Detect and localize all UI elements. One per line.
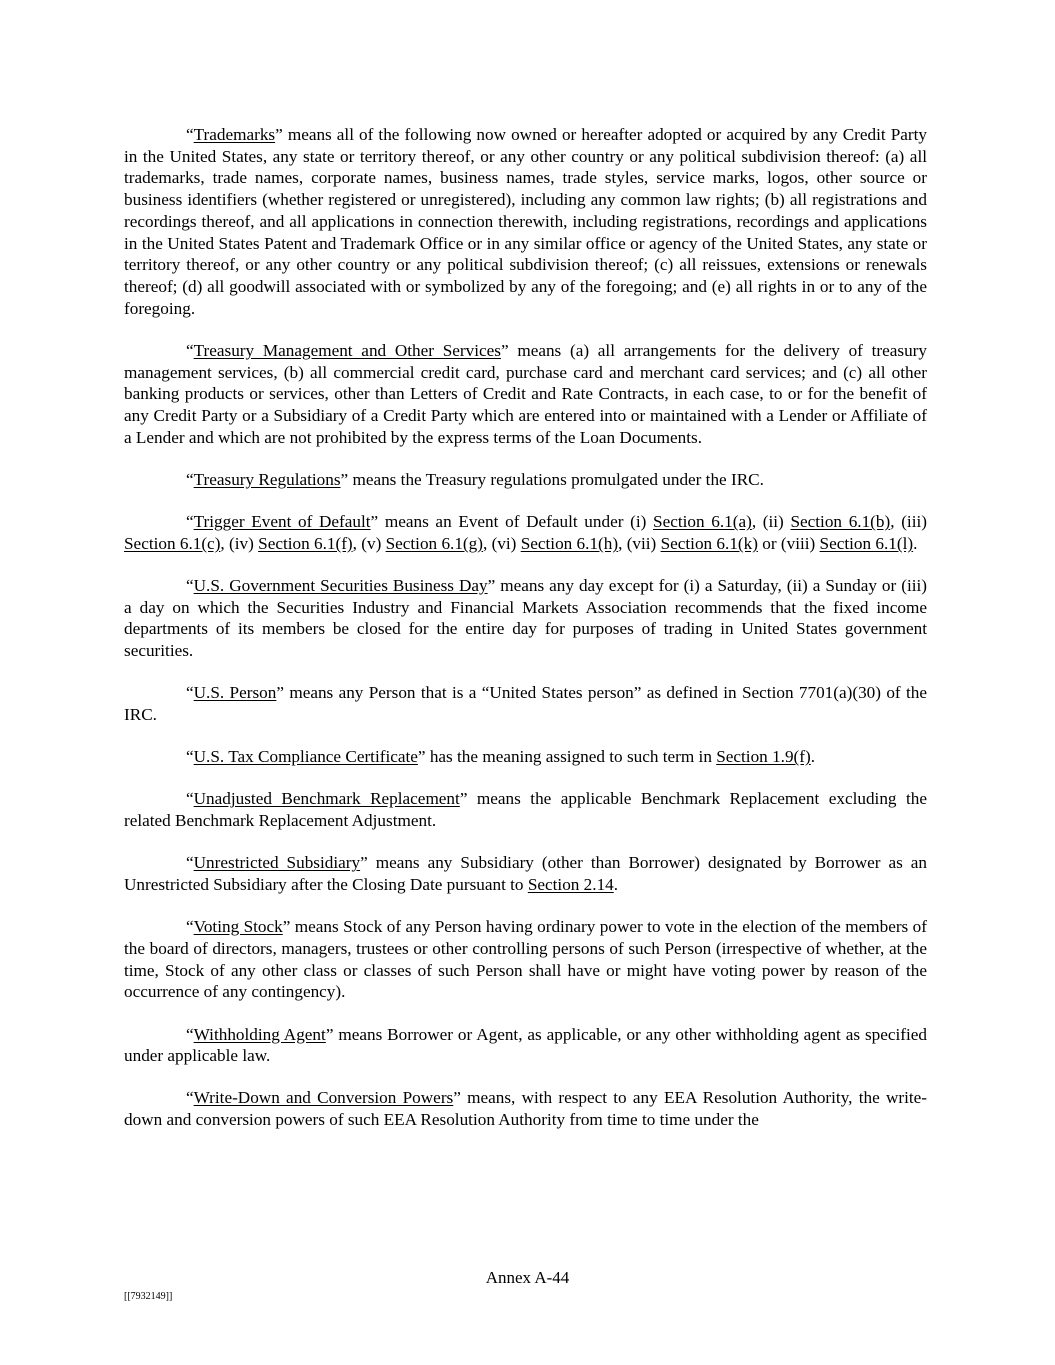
definition-trademarks bbox=[124, 124, 927, 319]
definition-text: “ bbox=[186, 789, 194, 809]
definition-text: “ bbox=[186, 917, 194, 937]
definition-text: , (vii) bbox=[618, 533, 661, 553]
definition-text: ” means (a) all arrangements for the delivery of treasury management services, (b) all commercial credit card, purchase card and merchant card services; and (c) all other banking products or services, other than Letters of Credit and Rate Contracts, in each case, to or for the benefit of any Credit Party or a Subsidiary of a Credit Party which are entered into or maintained with a Lender or Affiliate of a Lender and which are not prohibited by the express terms of the Loan Documents. bbox=[124, 340, 927, 447]
section-reference: Section 6.1(l) bbox=[819, 533, 914, 553]
defined-term: U.S. Tax Compliance Certificate bbox=[193, 747, 418, 767]
definition-text: ” means all of the following now owned or hereafter adopted or acquired by any Credit Party in the United States, any state or territory thereof, or any other country or any political subdivision thereof: (a) all trademarks, trade names, corporate names, business names, trade styles, service marks, logos, other source or business identifiers (whether registered or unregistered), including any common law rights; (b) all registrations and recordings thereof, and all applications in connection therewith, including registrations, recordings and applications in the United States Patent and Trademark Office or in any similar office or agency of the United States, any state or territory thereof, or any other country or any political subdivision thereof; (c) all reissues, extensions or renewals thereof; (d) all goodwill associated with or symbolized by any of the foregoing; and (e) all rights in or to any of the foregoing. bbox=[124, 125, 927, 318]
section-reference: Section 1.9(f) bbox=[716, 747, 811, 767]
definition-text: “ bbox=[186, 575, 194, 595]
page-number: Annex A-44 bbox=[485, 1268, 570, 1287]
definition-text: ” means Borrower or Agent, as applicable, or any other withholding agent as specified under applicable law. bbox=[124, 1024, 927, 1066]
definitions-list bbox=[124, 124, 927, 1151]
definition-text: “ bbox=[186, 683, 194, 703]
defined-term: Trigger Event of Default bbox=[193, 512, 371, 532]
section-reference: Section 6.1(a) bbox=[653, 512, 752, 532]
definition-text: ” means, with respect to any EEA Resolution Authority, the write-down and conversion powers of such EEA Resolution Authority from time to time under the bbox=[124, 1088, 927, 1130]
definition-text: “ bbox=[186, 853, 194, 873]
defined-term: U.S. Person bbox=[193, 683, 277, 703]
definition-text: . bbox=[810, 747, 816, 767]
definition-treasury-management bbox=[124, 340, 927, 449]
definition-text: , (vi) bbox=[482, 533, 521, 553]
definition-us-gov-securities bbox=[124, 575, 927, 662]
definition-us-person bbox=[124, 682, 927, 725]
definition-voting-stock bbox=[124, 916, 927, 1003]
definition-text: ” means the applicable Benchmark Replacement excluding the related Benchmark Replacement Adjustment. bbox=[124, 789, 927, 831]
definition-text: , (v) bbox=[352, 533, 386, 553]
definition-text: . bbox=[913, 533, 918, 553]
section-reference: Section 6.1(f) bbox=[258, 533, 353, 553]
definition-text: , (ii) bbox=[751, 512, 791, 532]
definition-text: “ bbox=[186, 747, 194, 767]
definition-text: or (viii) bbox=[757, 533, 820, 553]
definition-text: ” means Stock of any Person having ordinary power to vote in the election of the members of the board of directors, managers, trustees or other controlling persons of such Person (irrespective of whether, at the time, Stock of any other class or classes of such Person shall have or might have voting power by reason of the occurrence of any contingency). bbox=[124, 917, 927, 1002]
definition-text: ” means the Treasury regulations promulgated under the IRC. bbox=[340, 469, 764, 489]
section-reference: Section 6.1(c) bbox=[124, 533, 221, 553]
section-reference: Section 2.14 bbox=[527, 874, 614, 894]
definition-text: “ bbox=[186, 469, 194, 489]
definition-unrestricted-subsidiary bbox=[124, 852, 927, 895]
definition-treasury-regulations bbox=[124, 469, 927, 491]
defined-term: U.S. Government Securities Business Day bbox=[193, 575, 488, 595]
definition-text: “ bbox=[186, 340, 194, 360]
definition-text: “ bbox=[186, 512, 194, 532]
definition-text: ” means any day except for (i) a Saturday, (ii) a Sunday or (iii) a day on which the Securities Industry and Financial Markets Association recommends that the fixed income departments of its members be closed for the entire day for purposes of trading in United States government securities. bbox=[124, 575, 927, 661]
section-reference: Section 6.1(b) bbox=[790, 512, 891, 532]
definition-text: , (iv) bbox=[220, 533, 259, 553]
document-id: [[7932149]] bbox=[124, 1291, 173, 1302]
definition-text: ” means an Event of Default under (i) bbox=[370, 512, 654, 532]
definition-text: “ bbox=[186, 125, 194, 144]
definition-text: , (iii) bbox=[890, 512, 927, 532]
defined-term: Unrestricted Subsidiary bbox=[193, 853, 361, 873]
definition-text: . bbox=[613, 874, 619, 894]
defined-term: Trademarks bbox=[193, 125, 276, 144]
definition-us-tax-certificate bbox=[124, 746, 927, 768]
defined-term: Voting Stock bbox=[193, 917, 283, 937]
definition-text: “ bbox=[186, 1088, 194, 1108]
definition-unadjusted-benchmark bbox=[124, 788, 927, 831]
definition-text: ” means any Subsidiary (other than Borrower) designated by Borrower as an Unrestricted Subsidiary after the Closing Date pursuant to bbox=[124, 853, 927, 894]
definition-text: ” means any Person that is a “United States person” as defined in Section 7701(a)(30) of the IRC. bbox=[124, 683, 927, 724]
defined-term: Write-Down and Conversion Powers bbox=[193, 1088, 454, 1108]
definition-withholding-agent bbox=[124, 1024, 927, 1067]
section-reference: Section 6.1(k) bbox=[660, 533, 758, 553]
defined-term: Treasury Management and Other Services bbox=[193, 340, 501, 360]
definition-text: “ bbox=[186, 1024, 194, 1044]
definition-write-down bbox=[124, 1087, 927, 1130]
definition-text: ” has the meaning assigned to such term in bbox=[417, 747, 717, 767]
definition-trigger-event bbox=[124, 511, 927, 554]
section-reference: Section 6.1(g) bbox=[385, 533, 483, 553]
defined-term: Withholding Agent bbox=[193, 1024, 326, 1044]
section-reference: Section 6.1(h) bbox=[520, 533, 619, 553]
defined-term: Treasury Regulations bbox=[193, 469, 341, 489]
defined-term: Unadjusted Benchmark Replacement bbox=[193, 789, 460, 809]
